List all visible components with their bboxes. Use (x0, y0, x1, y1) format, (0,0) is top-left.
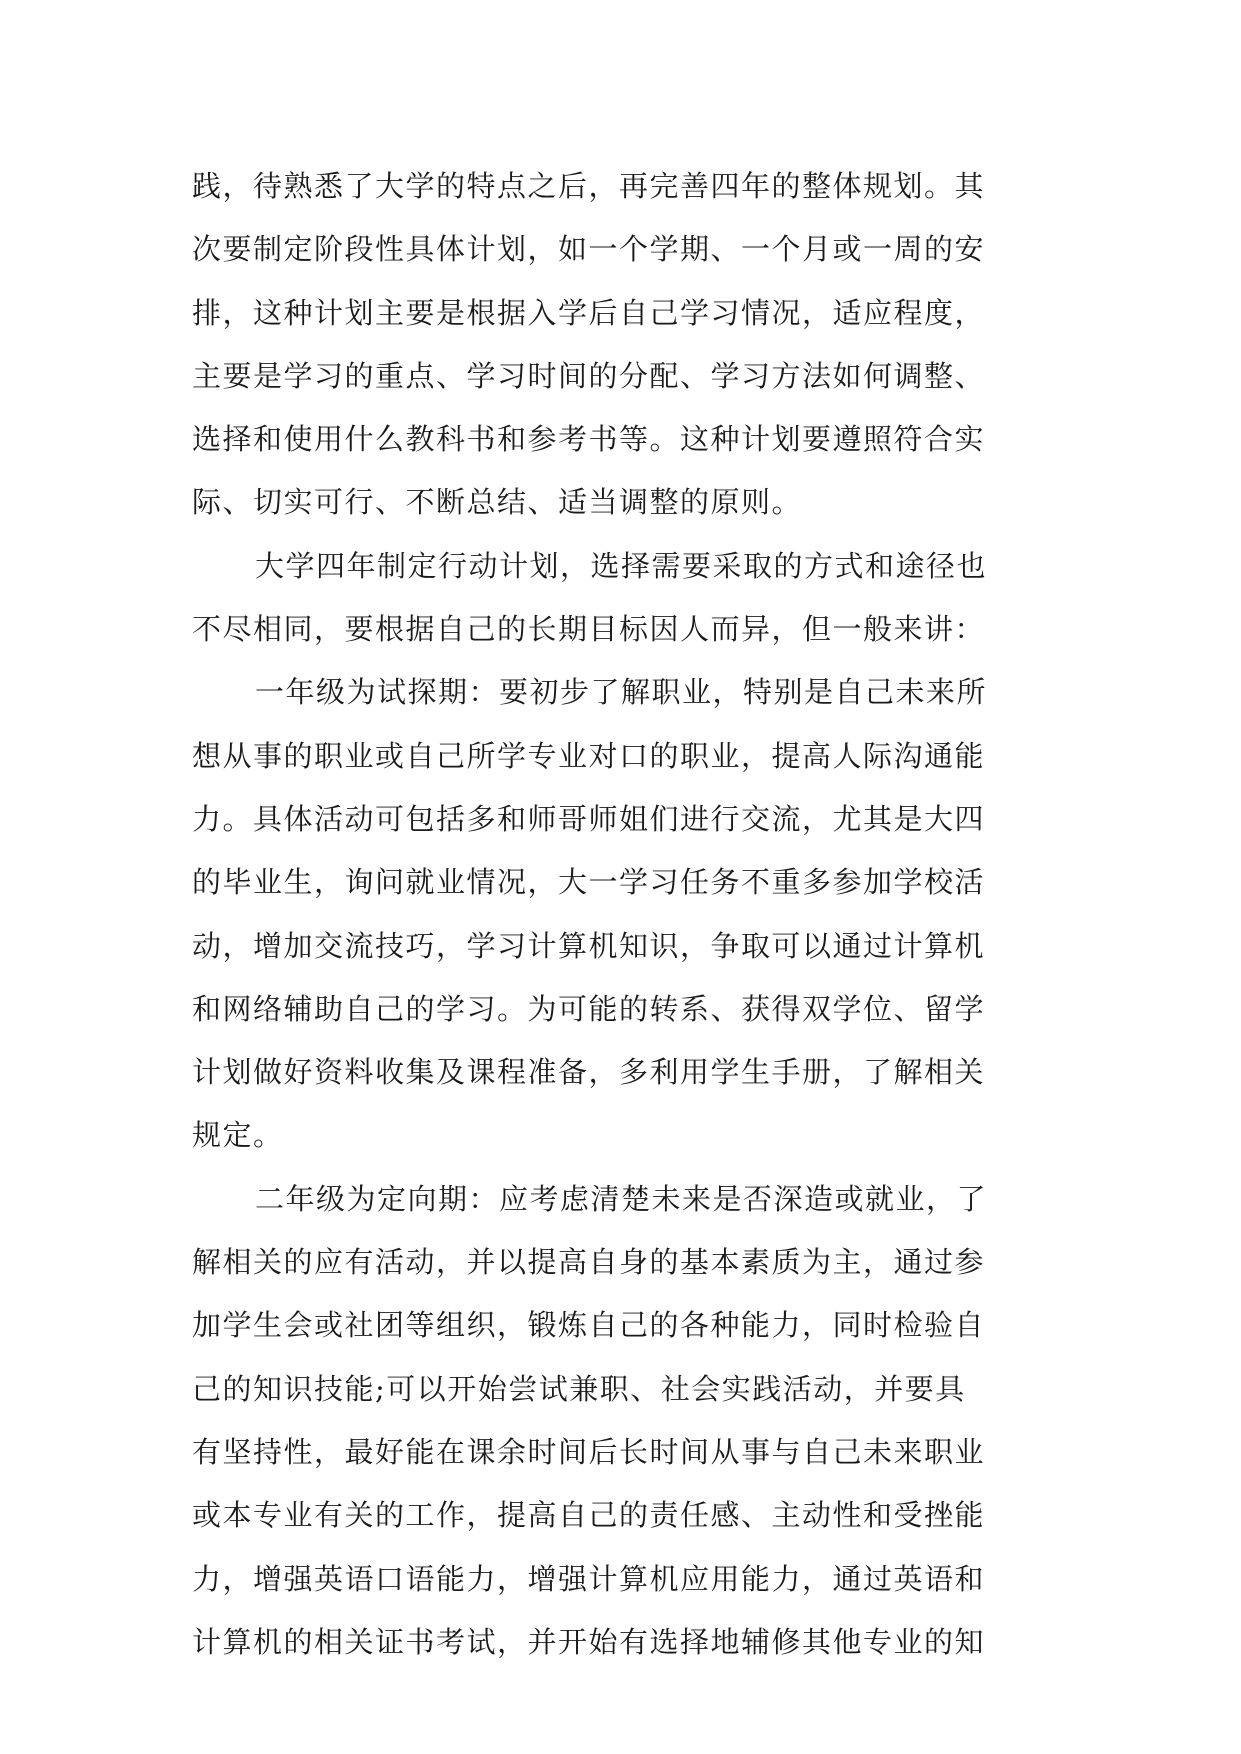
text-line: 不尽相同，要根据自己的长期目标因人而异，但一般来讲： (192, 612, 986, 647)
text-line: 力。具体活动可包括多和师哥师姐们进行交流，尤其是大四 (192, 801, 986, 836)
paragraph-start-line: 大学四年制定行动计划，选择需要采取的方式和途径也 (255, 548, 988, 583)
paragraph-start-line: 一年级为试探期：要初步了解职业，特别是自己未来所 (255, 675, 988, 710)
text-line: 选择和使用什么教科书和参考书等。这种计划要遵照符合实 (192, 422, 986, 457)
text-line: 主要是学习的重点、学习时间的分配、学习方法如何调整、 (192, 358, 986, 393)
paragraph-start-line: 二年级为定向期：应考虑清楚未来是否深造或就业，了 (255, 1181, 988, 1216)
text-line: 计算机的相关证书考试，并开始有选择地辅修其他专业的知 (192, 1624, 986, 1659)
text-line: 解相关的应有活动，并以提高自身的基本素质为主，通过参 (192, 1245, 986, 1280)
text-line: 践，待熟悉了大学的特点之后，再完善四年的整体规划。其 (192, 169, 986, 203)
text-line: 力，增强英语口语能力，增强计算机应用能力，通过英语和 (192, 1561, 986, 1596)
body-text (192, 155, 1052, 1674)
text-line: 有坚持性，最好能在课余时间后长时间从事与自己未来职业 (192, 1434, 986, 1469)
text-line: 排，这种计划主要是根据入学后自己学习情况，适应程度， (192, 295, 986, 330)
text-line: 的毕业生，询问就业情况，大一学习任务不重多参加学校活 (192, 865, 986, 900)
text-line: 次要制定阶段性具体计划，如一个学期、一个月或一周的安 (192, 232, 986, 267)
text-line: 或本专业有关的工作，提高自己的责任感、主动性和受挫能 (192, 1498, 986, 1533)
text-line: 规定。 (192, 1118, 284, 1153)
text-line: 加学生会或社团等组织，锻炼自己的各种能力，同时检验自 (192, 1308, 986, 1343)
text-line: 际、切实可行、不断总结、适当调整的原则。 (192, 485, 803, 520)
text-line: 动，增加交流技巧，学习计算机知识，争取可以通过计算机 (192, 928, 986, 963)
text-line: 计划做好资料收集及课程准备，多利用学生手册，了解相关 (192, 1055, 986, 1090)
text-line: 己的知识技能;可以开始尝试兼职、社会实践活动，并要具 (192, 1371, 966, 1406)
text-line: 想从事的职业或自己所学专业对口的职业，提高人际沟通能 (192, 738, 986, 773)
text-line: 和网络辅助自己的学习。为可能的转系、获得双学位、留学 (192, 991, 986, 1026)
